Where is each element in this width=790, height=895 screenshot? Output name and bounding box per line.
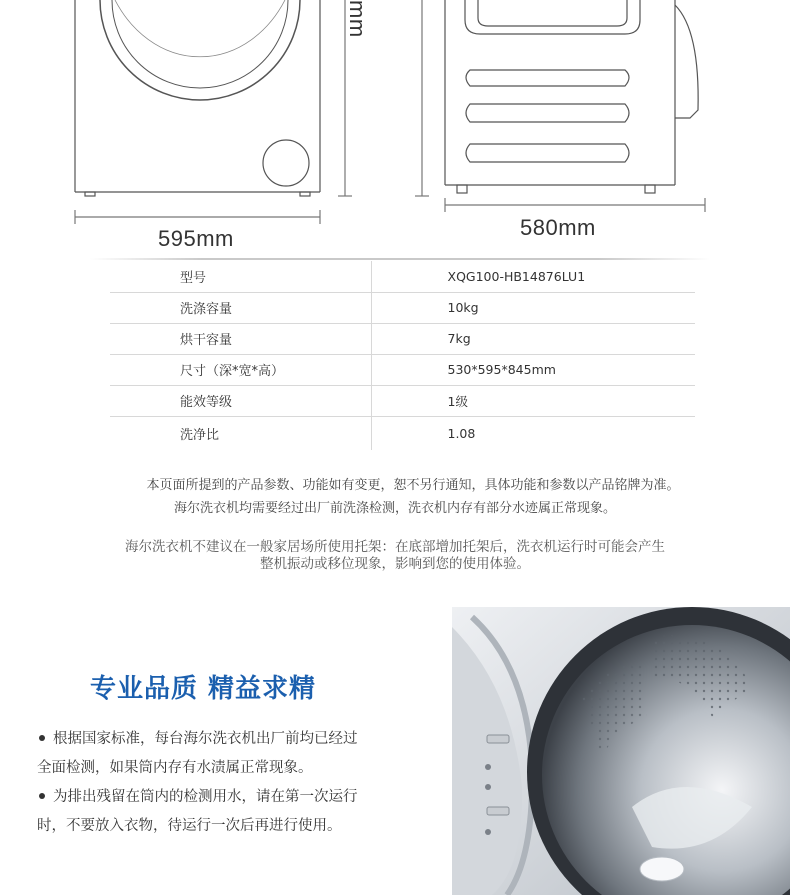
spec-value: XQG100-HB14876LU1 (371, 261, 695, 292)
spec-table (110, 261, 695, 450)
table-row (110, 416, 695, 450)
spec-key: 烘干容量 (110, 323, 371, 354)
table-row (110, 323, 695, 354)
table-row (110, 261, 695, 292)
water-trace-note: 海尔洗衣机均需要经过出厂前洗涤检测，洗衣机内存有部分水迹属正常现象。 (173, 501, 616, 516)
list-item (37, 783, 397, 841)
spec-key: 能效等级 (110, 385, 371, 416)
bracket-warning-note (0, 539, 790, 573)
side-view (415, 0, 705, 212)
bracket-warning-line2: 整机振动或移位现象，影响到您的使用体验。 (260, 556, 530, 572)
drum-illustration (452, 607, 790, 895)
feature-bullets (37, 725, 397, 841)
spec-value: 1级 (371, 385, 695, 416)
spec-key: 洗净比 (110, 416, 371, 450)
bracket-warning-line1: 海尔洗衣机不建议在一般家居场所使用托架：在底部增加托架后，洗衣机运行时可能会产生 (125, 539, 665, 555)
width-label: 595mm (158, 226, 234, 251)
divider (90, 258, 710, 260)
spec-key: 尺寸（深*宽*高） (110, 354, 371, 385)
spec-value: 1.08 (447, 425, 476, 441)
washer-dimension-diagram (0, 0, 790, 255)
spec-key: 洗涤容量 (110, 292, 371, 323)
drum-photo (452, 607, 790, 895)
list-item (37, 725, 397, 783)
bullet-text-line2: 全面检测，如果筒内存有水渍属正常现象。 (37, 760, 313, 776)
bullet-text-line2: 时，不要放入衣物，待运行一次后再进行使用。 (37, 818, 342, 834)
spec-value: 7kg (371, 323, 695, 354)
bullet-text-line1: 为排出残留在筒内的检测用水，请在第一次运行 (53, 789, 358, 805)
spec-value: 10kg (371, 292, 695, 323)
depth-label: 580mm (520, 215, 596, 240)
table-row (110, 354, 695, 385)
table-row (110, 385, 695, 416)
height-label: mm (345, 0, 370, 38)
bullet-dot-icon (39, 793, 45, 799)
spec-key: 型号 (110, 261, 371, 292)
bullet-dot-icon (39, 735, 45, 741)
spec-value: 530*595*845mm (371, 354, 695, 385)
bullet-text-line1: 根据国家标准，每台海尔洗衣机出厂前均已经过 (53, 731, 358, 747)
dimension-drawings (0, 0, 790, 255)
disclaimer-note: 本页面所提到的产品参数、功能如有变更，恕不另行通知，具体功能和参数以产品铭牌为准。 (146, 478, 680, 493)
table-row (110, 292, 695, 323)
feature-title: 专业品质 精益求精 (90, 674, 317, 704)
front-view (75, 0, 352, 224)
